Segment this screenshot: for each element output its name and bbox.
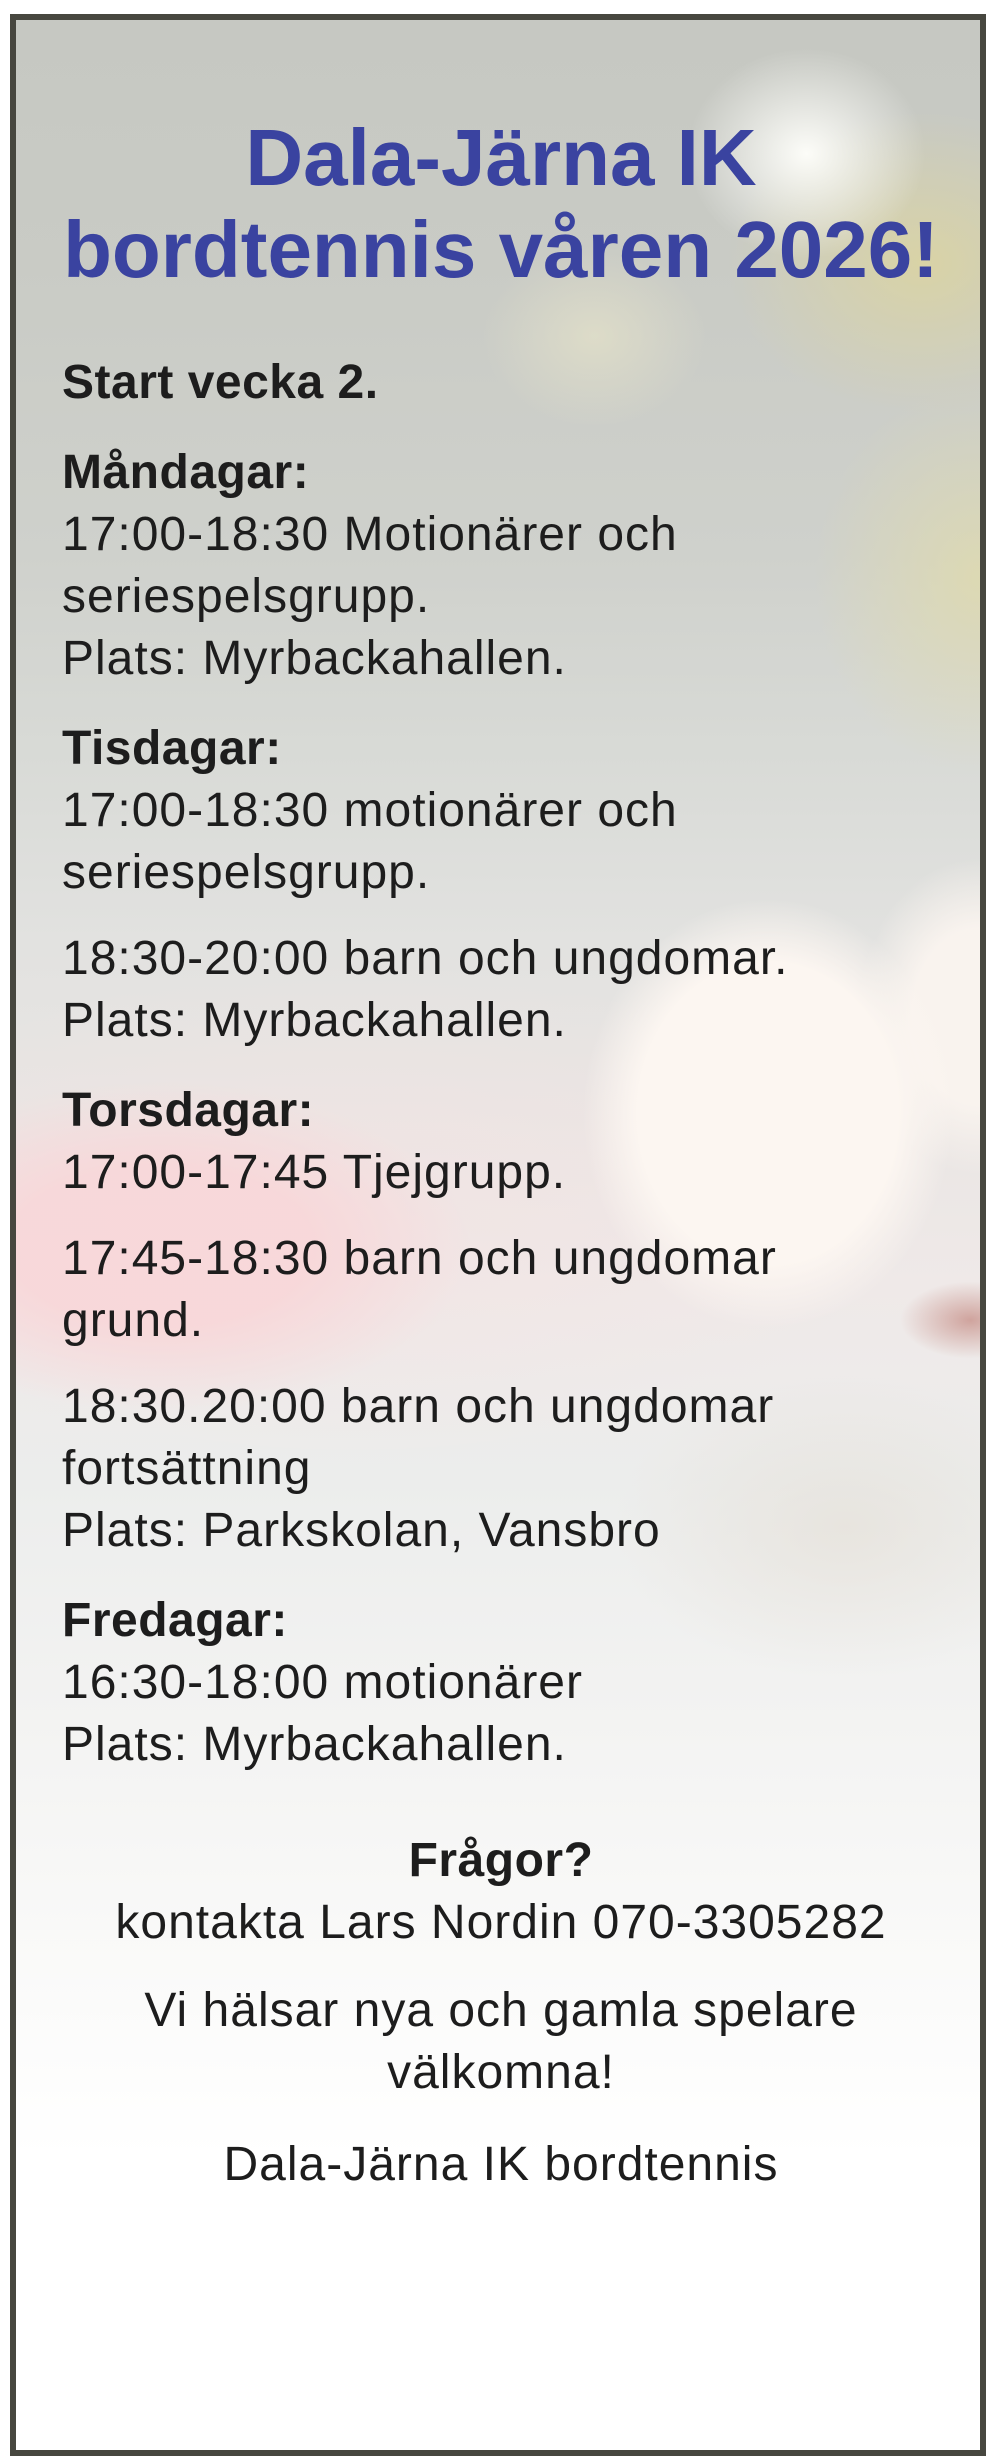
monday-session-line: seriespelsgrupp. [62,570,431,623]
tuesday-session-line: 17:00-18:30 motionärer och [62,784,678,837]
tuesday-session-line: 18:30-20:00 barn och ungdomar. [62,932,789,985]
title-line-2: bordtennis våren 2026! [63,205,939,294]
schedule-friday [62,1590,940,1776]
thursday-session-line: fortsättning [62,1442,312,1495]
day-heading-friday: Fredagar: [62,1594,288,1647]
monday-session-line: 17:00-18:30 Motionärer och [62,508,678,561]
club-signature: Dala-Järna IK bordtennis [223,2138,779,2191]
welcome-line: Vi hälsar nya och gamla spelare [144,1984,858,2037]
day-heading-thursday: Torsdagar: [62,1084,315,1137]
welcome-message [62,1980,940,2104]
monday-location: Plats: Myrbackahallen. [62,632,567,685]
tuesday-session-line: seriespelsgrupp. [62,846,431,899]
thursday-session-line: 17:00-17:45 Tjejgrupp. [62,1146,567,1199]
schedule-thursday [62,1080,940,1562]
schedule-monday [62,442,940,690]
questions-heading: Frågor? [408,1834,594,1887]
poster-content [16,20,980,2196]
contact-line: kontakta Lars Nordin 070-3305282 [115,1896,887,1949]
welcome-line: välkomna! [387,2046,615,2099]
poster-frame [10,14,986,2456]
day-heading-monday: Måndagar: [62,446,310,499]
schedule-tuesday [62,718,940,1052]
friday-session-line: 16:30-18:00 motionärer [62,1656,583,1709]
day-heading-tuesday: Tisdagar: [62,722,282,775]
title-line-1: Dala-Järna IK [245,113,757,202]
thursday-session-line: 17:45-18:30 barn och ungdomar [62,1232,777,1285]
start-week-note: Start vecka 2. [62,356,379,409]
poster-footer [62,1830,940,2196]
thursday-session-line: 18:30.20:00 barn och ungdomar [62,1380,775,1433]
thursday-location: Plats: Parkskolan, Vansbro [62,1504,661,1557]
thursday-session-line: grund. [62,1294,205,1347]
poster-title [62,112,940,296]
tuesday-location: Plats: Myrbackahallen. [62,994,567,1047]
friday-location: Plats: Myrbackahallen. [62,1718,567,1771]
